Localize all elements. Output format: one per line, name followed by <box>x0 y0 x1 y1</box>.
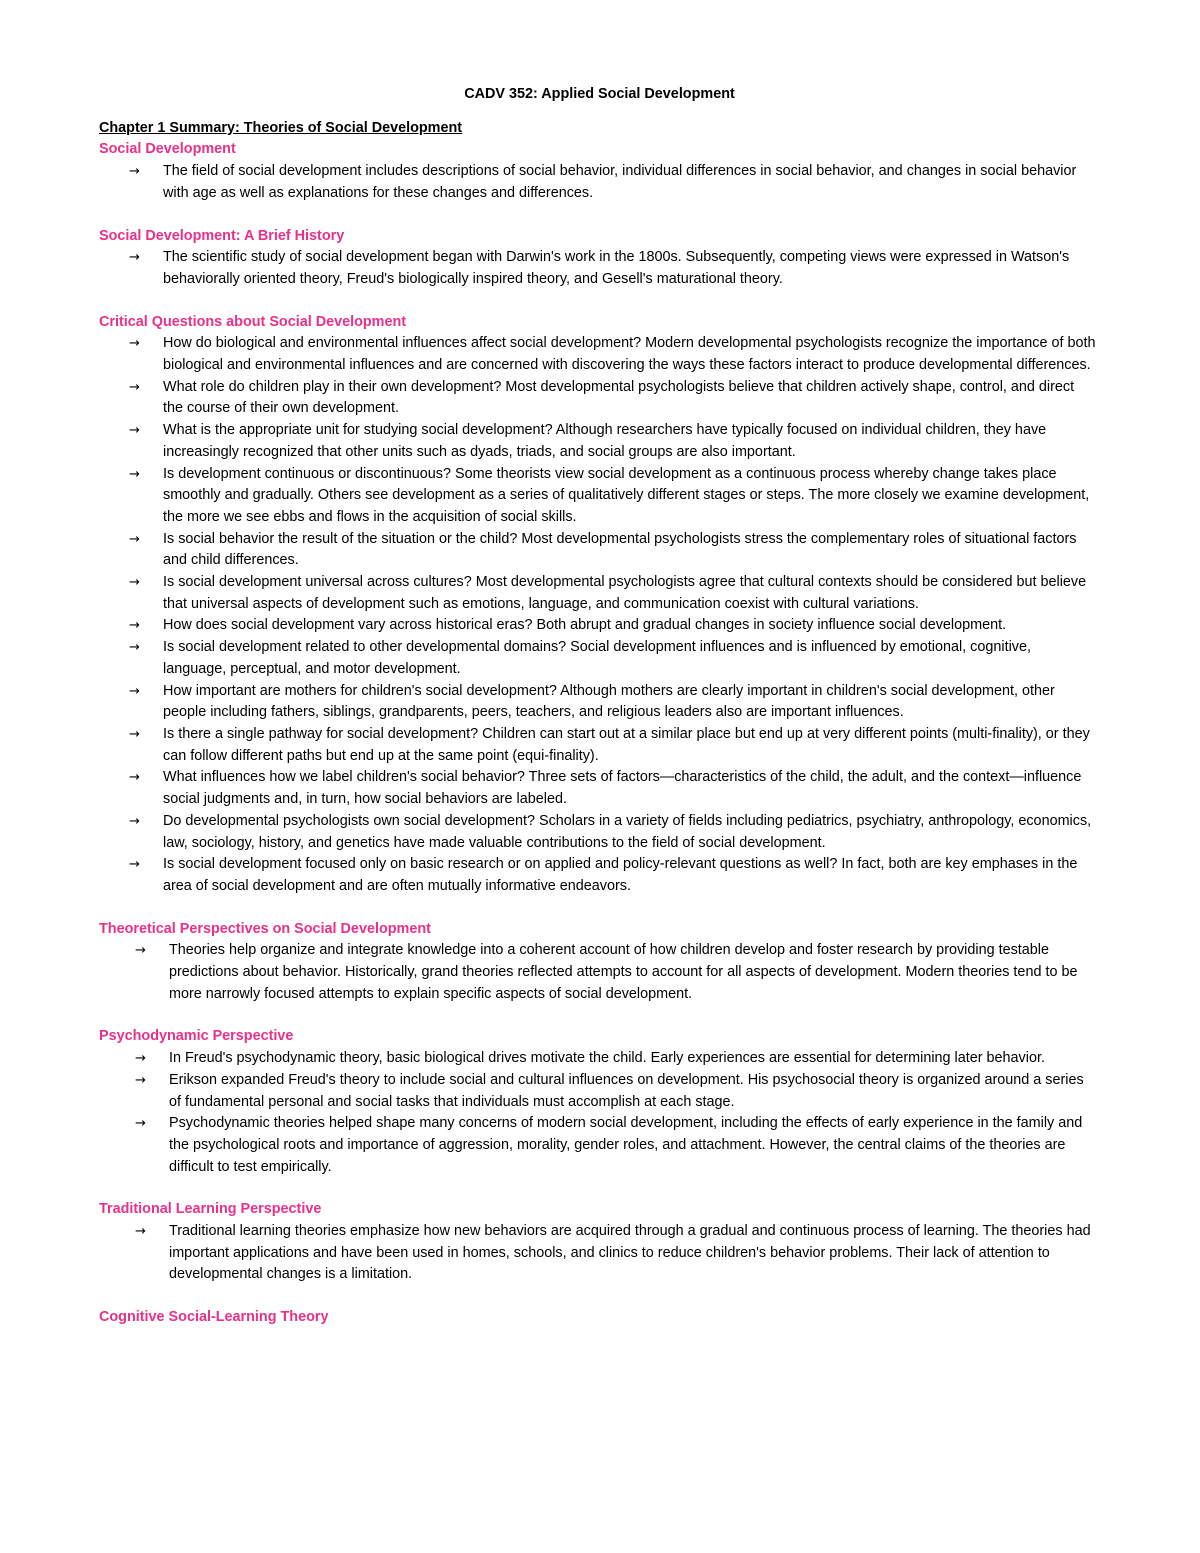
list-item <box>99 333 1100 376</box>
bullet-text: The scientific study of social development began with Darwin's work in the 1800s. Subsequently, competing views were expressed in Watson's behaviorally oriented theory, Freud's biologically inspired theory, and Gesell's maturational theory. <box>163 249 1070 287</box>
bullet-text: Is social behavior the result of the situation or the child? Most developmental psychologists stress the complementary roles of situational factors and child differences. <box>163 530 1077 569</box>
section-heading: Social Development <box>99 141 236 158</box>
list-item <box>99 1221 1100 1286</box>
list-item <box>99 940 1100 1005</box>
list-item <box>99 1113 1100 1178</box>
list-item <box>99 767 1100 810</box>
bullet-text: Is there a single pathway for social development? Children can start out at a similar place but end up at very different points (multi-finality), or they can follow different paths but end up at the same point (equi-finality). <box>163 725 1090 764</box>
section-heading: Cognitive Social-Learning Theory <box>99 1309 329 1326</box>
bullet-text: What influences how we label children's social behavior? Three sets of factors—characteristics of the child, the adult, and the context—influence social judgments and, in turn, how social behaviors are labeled. <box>163 769 1082 808</box>
bullet-text: Is social development focused only on basic research or on applied and policy-relevant questions as well? In fact, both are key emphases in the area of social development and are often mutually informative endeavors. <box>163 856 1078 894</box>
bullet-text: Psychodynamic theories helped shape many concerns of modern social development, including the effects of early experience in the family and the psychological roots and importance of aggression, morality, gender roles, and attachment. However, the central claims of the theories are difficult to test empirically. <box>169 1115 1083 1175</box>
section-heading: Social Development: A Brief History <box>99 227 345 244</box>
section-theoretical-perspectives <box>99 919 1100 1006</box>
section-heading: Traditional Learning Perspective <box>99 1201 322 1218</box>
bullet-text: Is social development related to other developmental domains? Social development influences and is influenced by emotional, cognitive, language, perceptual, and motor development. <box>163 639 1031 677</box>
arrow-bullet-icon: → <box>129 770 140 786</box>
section-heading: Critical Questions about Social Development <box>99 313 407 330</box>
arrow-bullet-icon: → <box>129 618 140 634</box>
chapter-heading: Chapter 1 Summary: Theories of Social Development <box>99 119 463 136</box>
list-item <box>99 615 1100 637</box>
bullet-text: In Freud's psychodynamic theory, basic biological drives motivate the child. Early experiences are essential for determining later behavior. <box>169 1050 1045 1067</box>
list-item <box>99 724 1100 767</box>
list-item <box>99 161 1100 204</box>
bullet-list <box>99 940 1100 1005</box>
arrow-bullet-icon: → <box>129 575 140 591</box>
arrow-bullet-icon: → <box>129 423 140 439</box>
arrow-bullet-icon: → <box>129 336 140 352</box>
bullet-text: The field of social development includes descriptions of social behavior, individual differences in social behavior, and changes in social behavior with age as well as explanations for these changes and differences. <box>163 163 1077 201</box>
arrow-bullet-icon: → <box>129 683 140 699</box>
section-heading: Psychodynamic Perspective <box>99 1028 294 1045</box>
arrow-bullet-icon: → <box>129 164 140 180</box>
section-traditional-learning <box>99 1199 1100 1286</box>
bullet-text: How do biological and environmental influences affect social development? Modern developmental psychologists recognize the importance of both biological and environmental influences and are concerned with discovering the ways these factors interact to produce developmental differences. <box>163 335 1096 374</box>
arrow-bullet-icon: → <box>129 466 140 482</box>
list-item <box>99 854 1100 897</box>
bullet-list <box>99 333 1100 897</box>
list-item <box>99 572 1100 615</box>
list-item <box>99 1048 1100 1070</box>
arrow-bullet-icon: → <box>129 640 140 656</box>
section-psychodynamic <box>99 1026 1100 1178</box>
arrow-bullet-icon: → <box>135 1072 146 1088</box>
list-item <box>99 637 1100 680</box>
arrow-bullet-icon: → <box>129 379 140 395</box>
arrow-bullet-icon: → <box>129 857 140 873</box>
bullet-list <box>99 247 1100 290</box>
list-item <box>99 529 1100 572</box>
arrow-bullet-icon: → <box>129 250 140 266</box>
list-item <box>99 420 1100 463</box>
bullet-list <box>99 1221 1100 1286</box>
list-item <box>99 1070 1100 1113</box>
list-item <box>99 681 1100 724</box>
list-item <box>99 464 1100 529</box>
arrow-bullet-icon: → <box>135 1224 146 1240</box>
list-item <box>99 377 1100 420</box>
bullet-text: Erikson expanded Freud's theory to include social and cultural influences on development. His psychosocial theory is organized around a series of fundamental personal and social tasks that individuals must accomplish at each stage. <box>169 1071 1084 1110</box>
arrow-bullet-icon: → <box>135 943 146 959</box>
bullet-text: What is the appropriate unit for studying social development? Although researchers have typically focused on individual children, they have increasingly recognized that other units such as dyads, triads, and social groups are also important. <box>163 422 1047 460</box>
arrow-bullet-icon: → <box>129 813 140 829</box>
section-heading: Theoretical Perspectives on Social Development <box>99 920 431 937</box>
bullet-text: Is development continuous or discontinuous? Some theorists view social development as a continuous process whereby change takes place smoothly and gradually. Others see development as a series of qualitatively different stages or steps. The more closely we examine development, the more we see ebbs and flows in the acquisition of social skills. <box>163 465 1090 525</box>
arrow-bullet-icon: → <box>135 1051 146 1067</box>
section-social-development <box>99 139 1100 204</box>
bullet-text: Is social development universal across cultures? Most developmental psychologists agree that cultural contexts should be considered but believe that universal aspects of development such as emotions, language, and communication coexist with cultural variations. <box>163 574 1087 612</box>
section-cognitive-social-learning <box>99 1307 1100 1329</box>
arrow-bullet-icon: → <box>135 1116 146 1132</box>
bullet-text: How important are mothers for children's social development? Although mothers are clearly important in children's social development, other people including fathers, siblings, grandparents, peers, teachers, and religious leaders also are important influences. <box>163 682 1055 721</box>
section-critical-questions <box>99 312 1100 898</box>
arrow-bullet-icon: → <box>129 726 140 742</box>
bullet-text: Theories help organize and integrate knowledge into a coherent account of how children develop and foster research by providing testable predictions about behavior. Historically, grand theories reflected attempts to account for all aspects of development. Modern theories tend to be more narrowly focused attempts to explain specific aspects of social development. <box>169 942 1078 1002</box>
list-item <box>99 247 1100 290</box>
bullet-text: Traditional learning theories emphasize how new behaviors are acquired through a gradual and continuous process of learning. The theories had important applications and have been used in homes, schools, and clinics to reduce children's behavior problems. Their lack of attention to developmental changes is a limitation. <box>169 1223 1091 1283</box>
bullet-list <box>99 161 1100 204</box>
list-item <box>99 811 1100 854</box>
bullet-text: Do developmental psychologists own social development? Scholars in a variety of fields including pediatrics, psychiatry, anthropology, economics, law, sociology, history, and genetics have made valuable contributions to the field of social development. <box>163 812 1092 851</box>
bullet-text: What role do children play in their own development? Most developmental psychologists believe that children actively shape, control, and direct the course of their own development. <box>163 378 1075 417</box>
bullet-text: How does social development vary across historical eras? Both abrupt and gradual changes in society influence social development. <box>163 617 1007 634</box>
bullet-list <box>99 1048 1100 1178</box>
document-title: CADV 352: Applied Social Development <box>464 86 735 102</box>
section-brief-history <box>99 226 1100 291</box>
arrow-bullet-icon: → <box>129 531 140 547</box>
